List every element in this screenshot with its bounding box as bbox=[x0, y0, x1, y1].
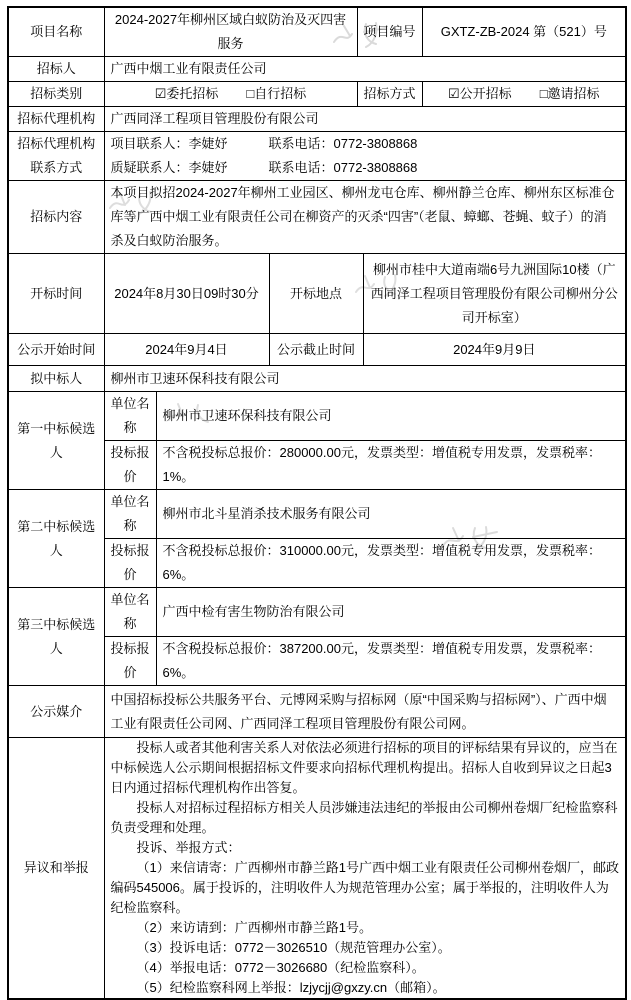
row-candidate-2-name bbox=[8, 490, 626, 539]
contact-line bbox=[111, 132, 620, 156]
row-project-name bbox=[8, 7, 626, 57]
objection-paragraph: （2）来访请到：广西柳州市静兰路1号。 bbox=[136, 920, 372, 935]
agency-value: 广西同泽工程项目管理股份有限公司 bbox=[104, 107, 626, 132]
category-label: 招标类别 bbox=[8, 82, 104, 107]
contact-phone: 联系电话：0772-3808868 bbox=[268, 160, 418, 175]
candidate-3-group-label: 第三中标候选人 bbox=[8, 588, 104, 686]
checkbox-label: 委托招标 bbox=[166, 86, 219, 101]
objection-paragraph: （5）纪检监察科网上举报：lzjycjj@gxzy.cn（邮箱）。 bbox=[136, 980, 446, 995]
bid-opening-time-value: 2024年8月30日09时30分 bbox=[104, 254, 269, 334]
candidate-name-label: 单位名称 bbox=[104, 392, 156, 441]
candidate-price-label: 投标报价 bbox=[104, 539, 156, 588]
contact-person: 项目联系人：李婕妤 bbox=[110, 136, 228, 151]
checkbox-self-tender bbox=[246, 82, 306, 106]
project-no-value: GXTZ-ZB-2024 第（521）号 bbox=[422, 7, 626, 57]
row-objection bbox=[8, 738, 626, 1000]
objection-paragraph: （1）来信请寄：广西柳州市静兰路1号广西中烟工业有限责任公司柳州卷烟厂，邮政编码545006。属于投诉的，注明收件人为规范管理办公室；属于举报的，注明收件人为纪检监察科。 bbox=[110, 860, 619, 915]
bid-opening-time-label: 开标时间 bbox=[8, 254, 104, 334]
row-candidate-1-name bbox=[8, 392, 626, 441]
candidate-2-price: 不含税投标总报价：310000.00元，发票类型：增值税专用发票，发票税率：6%。 bbox=[156, 539, 626, 588]
row-content bbox=[8, 181, 626, 254]
checkbox-label: 公开招标 bbox=[459, 86, 512, 101]
checkbox-checked-icon: ☑ bbox=[154, 86, 167, 101]
tenderer-label: 招标人 bbox=[8, 57, 104, 82]
candidate-1-name: 柳州市卫速环保科技有限公司 bbox=[156, 392, 626, 441]
objection-paragraph: 投标人对招标过程招标方相关人员涉嫌违法违纪的举报由公司柳州卷烟厂纪检监察科负责受理和处理。 bbox=[110, 800, 618, 835]
checkbox-entrusted-tender bbox=[155, 82, 219, 106]
candidate-1-price: 不含税投标总报价：280000.00元，发票类型：增值税专用发票，发票税率：1%。 bbox=[156, 441, 626, 490]
contact-phone: 联系电话：0772-3808868 bbox=[268, 136, 418, 151]
proposed-winner-label: 拟中标人 bbox=[8, 366, 104, 392]
row-proposed-winner bbox=[8, 366, 626, 392]
bid-opening-place-value: 柳州市桂中大道南端6号九洲国际10楼（广西同泽工程项目管理股份有限公司柳州分公司开标室） bbox=[363, 254, 626, 334]
project-no-label: 项目编号 bbox=[357, 7, 422, 57]
row-bid-opening bbox=[8, 254, 626, 334]
media-label: 公示媒介 bbox=[8, 686, 104, 738]
agency-label: 招标代理机构 bbox=[8, 107, 104, 132]
row-tenderer bbox=[8, 57, 626, 82]
candidate-price-label: 投标报价 bbox=[104, 441, 156, 490]
contact-line bbox=[111, 156, 620, 180]
project-name-value: 2024-2027年柳州区域白蚁防治及灭四害服务 bbox=[104, 7, 357, 57]
candidate-3-price: 不含税投标总报价：387200.00元，发票类型：增值税专用发票，发票税率：6%。 bbox=[156, 637, 626, 686]
candidate-name-label: 单位名称 bbox=[104, 588, 156, 637]
method-label: 招标方式 bbox=[357, 82, 422, 107]
objection-paragraph: （4）举报电话：0772－3026680（纪检监察科）。 bbox=[136, 960, 425, 975]
row-media bbox=[8, 686, 626, 738]
objection-paragraph: （3）投诉电话：0772－3026510（规范管理办公室）。 bbox=[136, 940, 451, 955]
proposed-winner-value: 柳州市卫速环保科技有限公司 bbox=[104, 366, 626, 392]
checkbox-open-tender bbox=[448, 82, 512, 106]
row-agency-contact bbox=[8, 132, 626, 181]
publicity-start-label: 公示开始时间 bbox=[8, 334, 104, 366]
candidate-2-group-label: 第二中标候选人 bbox=[8, 490, 104, 588]
candidate-2-name: 柳州市北斗星消杀技术服务有限公司 bbox=[156, 490, 626, 539]
checkbox-unchecked-icon: □ bbox=[539, 86, 548, 101]
candidate-name-label: 单位名称 bbox=[104, 490, 156, 539]
objection-label: 异议和举报 bbox=[8, 738, 104, 1000]
content-label: 招标内容 bbox=[8, 181, 104, 254]
tender-result-table bbox=[7, 6, 627, 1000]
row-category bbox=[8, 82, 626, 107]
project-name-label: 项目名称 bbox=[8, 7, 104, 57]
checkbox-label: 邀请招标 bbox=[547, 86, 600, 101]
publicity-end-label: 公示截止时间 bbox=[269, 334, 363, 366]
checkbox-label: 自行招标 bbox=[254, 86, 307, 101]
row-publicity-period bbox=[8, 334, 626, 366]
checkbox-checked-icon: ☑ bbox=[448, 86, 460, 101]
candidate-3-name: 广西中检有害生物防治有限公司 bbox=[156, 588, 626, 637]
checkbox-invited-tender bbox=[540, 82, 600, 106]
candidate-1-group-label: 第一中标候选人 bbox=[8, 392, 104, 490]
row-candidate-3-name bbox=[8, 588, 626, 637]
objection-paragraph: 投诉、举报方式： bbox=[136, 840, 241, 855]
content-value: 本项目拟招2024-2027年柳州工业园区、柳州龙屯仓库、柳州静兰仓库、柳州东区标准仓库等广西中烟工业有限责任公司在柳资产的灭杀“四害”（老鼠、蟑螂、苍蝇、蚊子）的消杀及白蚁防治服务。 bbox=[104, 181, 626, 254]
candidate-price-label: 投标报价 bbox=[104, 637, 156, 686]
agency-contact-label: 招标代理机构联系方式 bbox=[8, 132, 104, 181]
objection-paragraph: 投标人或者其他利害关系人对依法必须进行招标的项目的评标结果有异议的，应当在中标候选人公示期间根据招标文件要求向招标代理机构提出。招标人自收到异议之日起3日内通过招标代理机构作出答复。 bbox=[110, 740, 618, 795]
row-agency bbox=[8, 107, 626, 132]
bid-opening-place-label: 开标地点 bbox=[269, 254, 363, 334]
tenderer-value: 广西中烟工业有限责任公司 bbox=[104, 57, 626, 82]
checkbox-unchecked-icon: □ bbox=[246, 86, 255, 101]
media-value: 中国招标投标公共服务平台、元博网采购与招标网（原“中国采购与招标网”）、广西中烟工业有限责任公司网、广西同泽工程项目管理股份有限公司网。 bbox=[104, 686, 626, 738]
publicity-start-value: 2024年9月4日 bbox=[104, 334, 269, 366]
contact-person: 质疑联系人：李婕妤 bbox=[110, 160, 228, 175]
publicity-end-value: 2024年9月9日 bbox=[363, 334, 626, 366]
